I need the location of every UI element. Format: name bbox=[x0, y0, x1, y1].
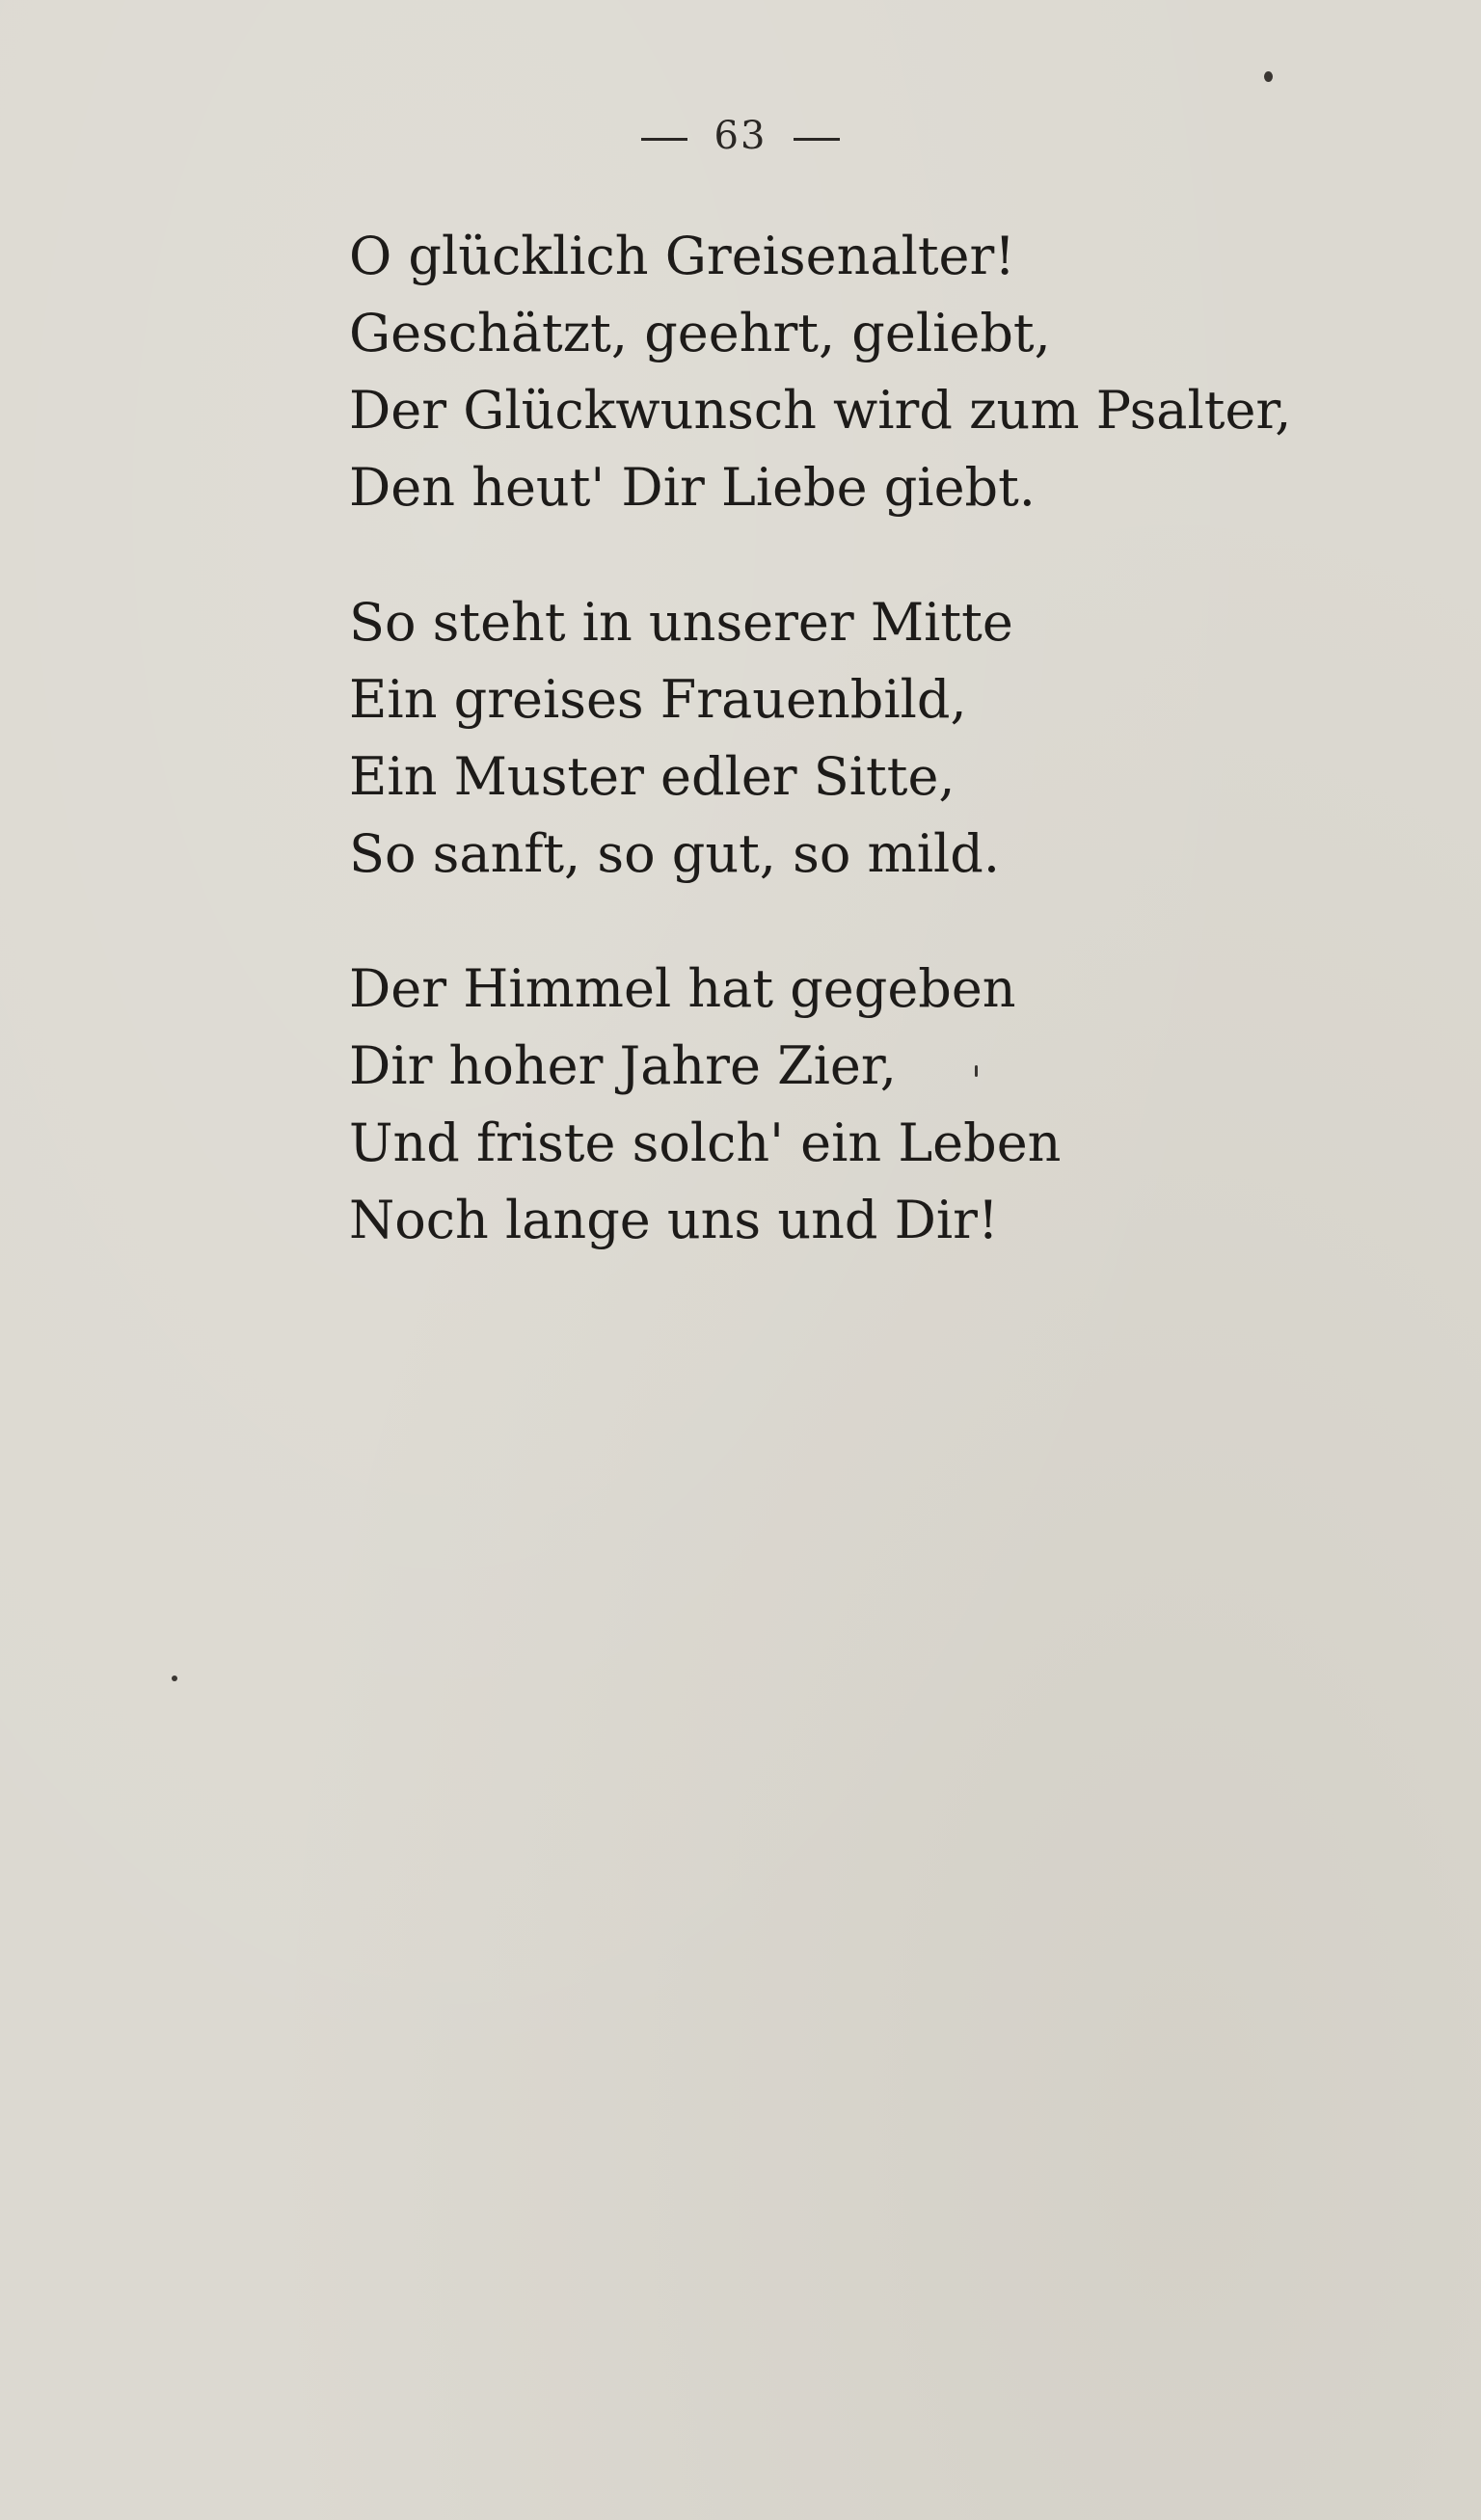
page-number bbox=[0, 114, 1481, 158]
ink-speck bbox=[1264, 71, 1273, 82]
ink-speck bbox=[172, 1676, 177, 1681]
poem-line: Geschätzt, geehrt, geliebt, bbox=[349, 303, 1051, 363]
poem-line: Den heut' Dir Liebe giebt. bbox=[349, 457, 1036, 518]
stanza bbox=[349, 951, 1217, 1259]
poem-line: Ein greises Frauenbild, bbox=[349, 669, 967, 730]
poem-line: So sanft, so gut, so mild. bbox=[349, 823, 1000, 884]
poem-line: Der Himmel hat gegeben bbox=[349, 958, 1016, 1019]
poem-line: So steht in unserer Mitte bbox=[349, 592, 1013, 653]
poem-line: Noch lange uns und Dir! bbox=[349, 1190, 999, 1250]
ink-speck bbox=[975, 1065, 978, 1077]
stanza bbox=[349, 218, 1292, 526]
right-dash bbox=[794, 138, 840, 141]
poem-line: Der Glückwunsch wird zum Psalter, bbox=[349, 380, 1292, 441]
page-number-value: 63 bbox=[714, 114, 767, 158]
left-dash bbox=[641, 138, 687, 141]
poem-line: Ein Muster edler Sitte, bbox=[349, 746, 956, 807]
poem bbox=[349, 218, 1292, 1317]
poem-line: Und friste solch' ein Leben bbox=[349, 1113, 1062, 1173]
poem-line: O glücklich Greisenalter! bbox=[349, 226, 1016, 286]
poem-line: Dir hoher Jahre Zier, bbox=[349, 1035, 897, 1096]
stanza bbox=[349, 584, 1217, 893]
